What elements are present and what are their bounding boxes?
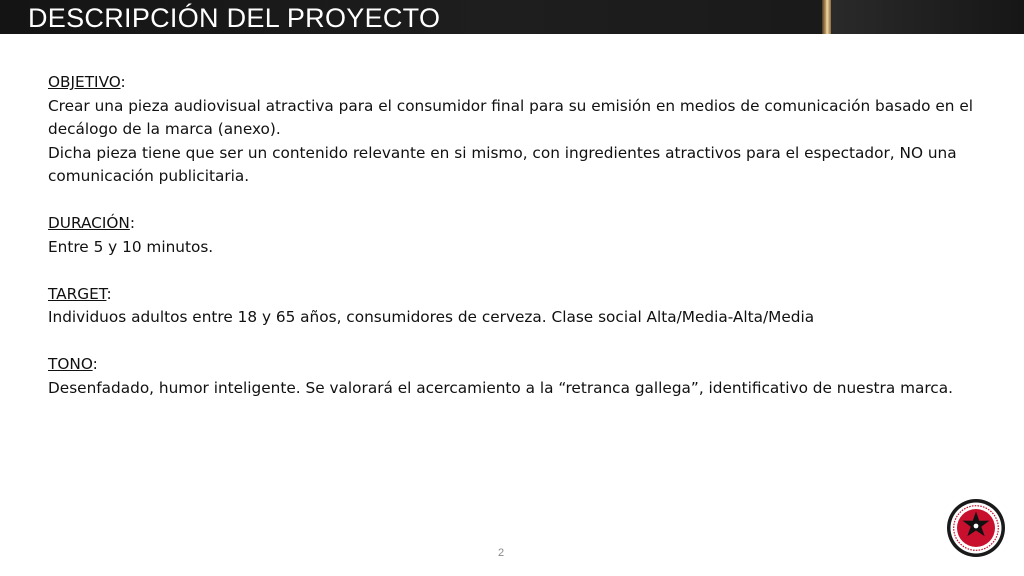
section-duracion: [48, 212, 988, 259]
section-heading-text: OBJETIVO: [48, 73, 121, 91]
section-paragraph: Individuos adultos entre 18 y 65 años, consumidores de cerveza. Clase social Alta/Media-Alta/Media: [48, 308, 815, 326]
section-paragraph: Dicha pieza tiene que ser un contenido relevante en si mismo, con ingredientes atractivos para el espectador, NO una comunicación publicitaria.: [48, 143, 957, 185]
section-paragraph: Crear una pieza audiovisual atractiva para el consumidor final para su emisión en medios de comunicación basado en el decálogo de la marca (anexo).: [48, 96, 974, 138]
section-paragraph: Entre 5 y 10 minutos.: [48, 237, 214, 256]
brand-star-seal-icon: [946, 498, 1006, 558]
page-title: DESCRIPCIÓN DEL PROYECTO: [28, 3, 441, 33]
header-right-panel: [831, 0, 1024, 34]
section-heading: [48, 353, 988, 377]
section-objetivo: [48, 71, 988, 189]
page-number: 2: [498, 547, 505, 559]
section-target: [48, 283, 988, 330]
section-tono: [48, 353, 988, 400]
section-heading-text: TONO: [48, 355, 93, 373]
logo-star-center: [974, 524, 979, 529]
section-heading: [48, 212, 988, 236]
section-heading-text: DURACIÓN: [48, 214, 130, 232]
section-heading-colon: :: [129, 214, 136, 232]
slide-content: [48, 71, 988, 424]
section-paragraph: Desenfadado, humor inteligente. Se valorará el acercamiento a la “retranca gallega”, identificativo de nuestra marca.: [48, 378, 953, 397]
section-heading-colon: :: [92, 355, 98, 373]
section-heading-text: TARGET: [48, 284, 107, 303]
brand-logo: [946, 498, 1006, 558]
header-gold-accent: [822, 0, 831, 34]
section-heading-colon: :: [120, 73, 126, 91]
section-heading-colon: :: [106, 284, 112, 303]
section-heading: [48, 283, 988, 307]
header-bar: [0, 0, 1024, 34]
section-heading: [48, 71, 988, 95]
